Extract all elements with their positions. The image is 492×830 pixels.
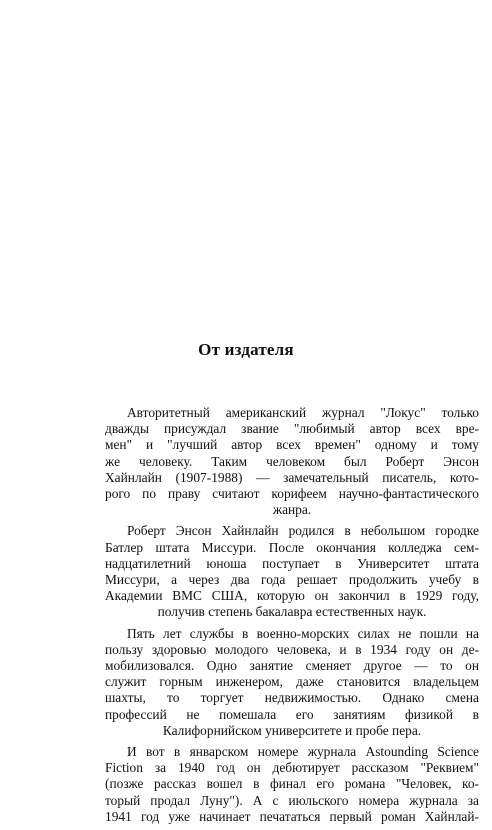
text-line: получив степень бакалавра естественных наук. (157, 604, 427, 620)
body-text (105, 405, 479, 830)
text-line: надцатилетний юноша поступает в Университет штата (105, 555, 479, 571)
text-line: Авторитетный американский журнал "Локус" только (127, 405, 479, 420)
text-line: служит горным инженером, даже становится владельцем (105, 674, 479, 690)
paragraph-3 (105, 626, 479, 739)
text-line: торый продал Луну"). А с июльского номера журнала за (105, 792, 479, 808)
text-line: же человеку. Таким человеком был Роберт Энсон (105, 453, 479, 469)
text-line: Роберт Энсон Хайнлайн родился в небольшом городке (127, 523, 479, 539)
text-line: Fiction за 1940 год он дебютирует рассказом "Реквием" (105, 760, 479, 776)
text-line: пользу здоровью молодого человека, и в 1934 году он де- (105, 641, 479, 657)
text-line: (позже рассказ вошел в финал его романа "Человек, ко- (105, 776, 479, 792)
text-line: И вот в январском номере журнала Astounding Science (127, 744, 479, 760)
text-line: Пять лет службы в военно-морских силах не пошли на (127, 625, 479, 641)
text-line: Миссури, а через два года решает продолжить учебу в (105, 572, 479, 588)
text-line: 1941 год уже начинает печататься первый роман Хайнлай- (105, 808, 479, 824)
text-line: Калифорнийском университете и пробе пера. (162, 722, 422, 738)
text-line: жанра. (272, 502, 312, 518)
text-line: мобилизовался. Одно занятие сменяет другое — то он (105, 658, 479, 674)
text-line: шахты, то торгует недвижимостью. Однако смена (105, 690, 479, 706)
text-line: дважды присуждал звание "любимый автор всех вре- (105, 421, 479, 437)
text-line: мен" и "лучший автор всех времен" одному и тому (105, 437, 479, 453)
text-line: Академии ВМС США, которую он закончил в 1929 году, (105, 588, 479, 604)
text-line: профессий не помешала его занятиям физикой в (105, 706, 479, 722)
text-line: рого по праву считают корифеем научно-фантастического (105, 486, 479, 502)
text-line: Хайнлайн (1907-1988) — замечательный писатель, кото- (105, 469, 479, 485)
paragraph-2 (105, 523, 479, 620)
paragraph-1 (105, 405, 479, 518)
text-line: Батлер штата Миссури. После окончания колледжа сем- (105, 539, 479, 555)
section-heading: От издателя (198, 340, 294, 359)
paragraph-4 (105, 744, 479, 825)
